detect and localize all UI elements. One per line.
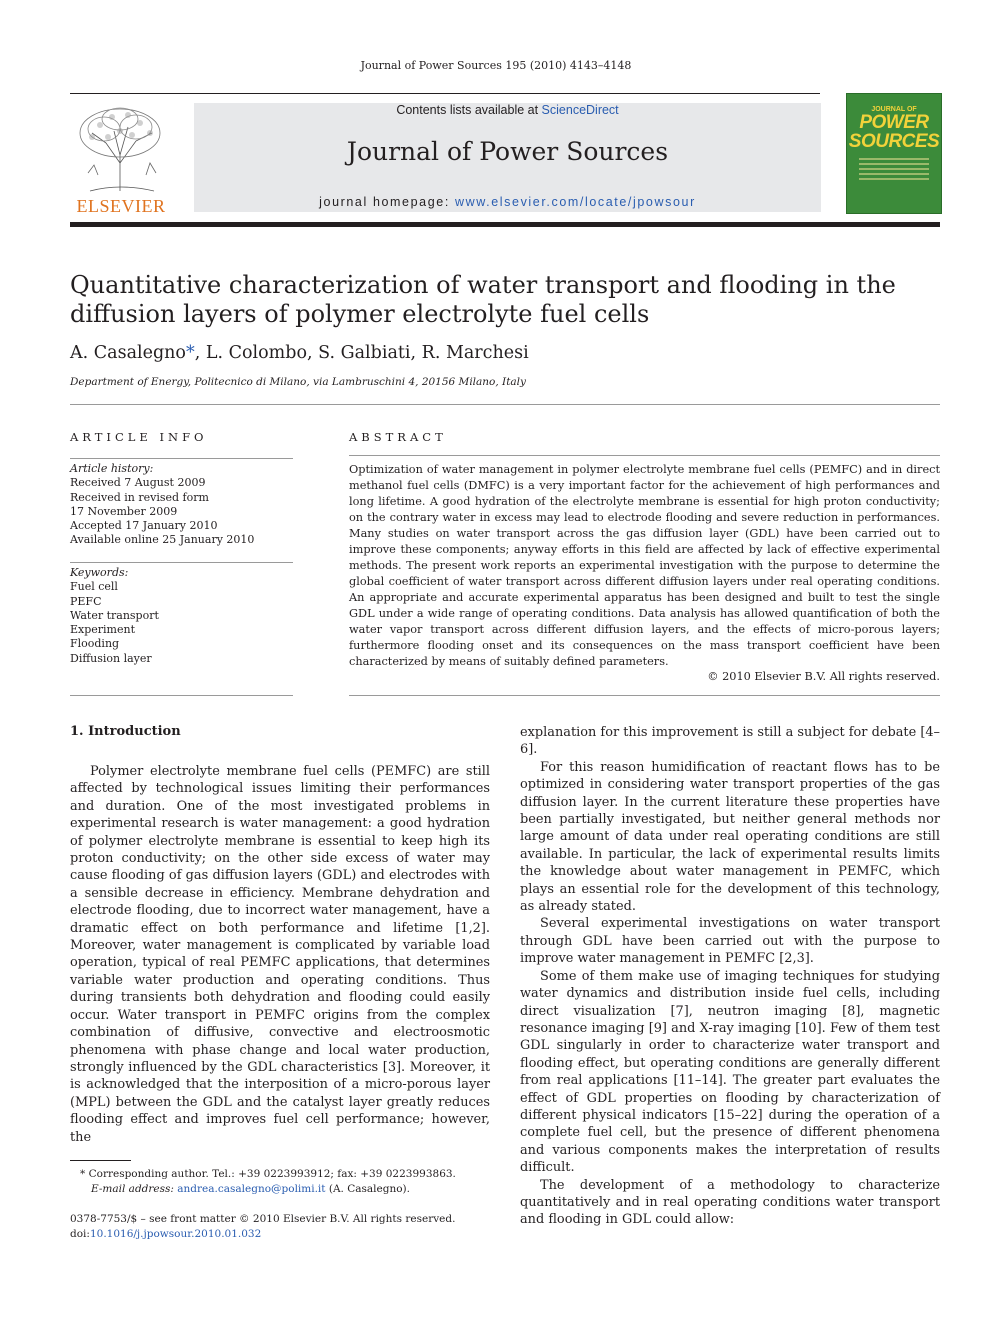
abstract-rule — [349, 455, 940, 456]
keyword-item: Experiment — [70, 623, 136, 637]
journal-reference: Journal of Power Sources 195 (2010) 4143–4148 — [360, 59, 632, 72]
keyword-item: Flooding — [70, 637, 120, 651]
abstract-heading: ABSTRACT — [349, 430, 447, 444]
title-divider — [70, 404, 940, 405]
sciencedirect-link[interactable]: ScienceDirect — [541, 103, 619, 117]
right-column — [520, 724, 940, 1229]
history-item: Received 7 August 2009 — [70, 476, 206, 490]
footnote — [70, 1167, 490, 1197]
body-paragraph: For this reason humidification of reactant flows has to be optimized in considering water transport properties of the gas diffusion layer. In the current literature these properties have been partially investigated, but neither general methods nor large amount of data under real operating conditions are still available. In particular, the lack of experimental results limits the knowledge about water management in PEMFC, which plays an essential role for the development of this technology, as already stated. — [520, 759, 940, 915]
keyword-item: Water transport — [70, 608, 159, 622]
journal-cover-thumbnail[interactable] — [846, 93, 942, 214]
left-column — [70, 763, 490, 1146]
history-item: Available online 25 January 2010 — [70, 533, 255, 547]
history-item: 17 November 2009 — [70, 504, 178, 518]
cover-text-lines — [859, 158, 929, 183]
homepage-link[interactable]: www.elsevier.com/locate/jpowsour — [454, 195, 696, 209]
abstract-bottom-rule — [349, 695, 940, 696]
copyright: © 2010 Elsevier B.V. All rights reserved. — [707, 670, 940, 683]
body-paragraph: The development of a methodology to characterize quantitatively and in real operating conditions water transport and flooding in GDL could allow: — [520, 1177, 940, 1228]
author-separator: , — [410, 343, 422, 363]
author-list — [70, 343, 529, 363]
keyword-item: PEFC — [70, 594, 102, 608]
abstract-text: Optimization of water management in polymer electrolyte membrane fuel cells (PEMFC) and in direct methanol fuel cells (DMFC) is a very important factor for the achievement of high performances and long lifetime. A good hydration of the electrolyte membrane is essential for high proton conductivity; on the contrary water in excess may lead to electrode flooding and severe reduction in performances. Many studies on water transport across the gas diffusion layer (GDL) have been carried out to improve these components; anyway efforts in this field are affected by lack of effective experimental methods. The present work reports an experimental investigation with the purpose to determine the global coefficient of water transport across different diffusion layers under real operating conditions. An appropriate and accurate experimental apparatus has been designed and built to test the single GDL under a wide range of operating conditions. Data analysis has allowed quantification of both the water vapor transport across different diffusion layers, and the effects of micro-porous layers; furthermore flooding onset and its consequences on the mass transport coefficient have been characterized by means of suitably defined parameters. — [349, 463, 940, 668]
author-name: L. Colombo — [205, 343, 307, 363]
cover-title-sources: SOURCES — [848, 131, 940, 152]
doi-line — [70, 1227, 490, 1242]
cover-title-power: POWER — [859, 112, 929, 133]
article-title: Quantitative characterization of water transport and flooding in the diffusion layers of polymer electrolyte fuel cells — [70, 271, 896, 328]
elsevier-logo[interactable] — [70, 103, 172, 215]
keyword-item: Diffusion layer — [70, 651, 152, 665]
elsevier-wordmark: ELSEVIER — [76, 196, 166, 216]
doi-prefix: doi: — [70, 1228, 90, 1240]
history-item: Accepted 17 January 2010 — [70, 519, 218, 533]
body-paragraph: Several experimental investigations on water transport through GDL have been carried out with the purpose to improve water management in PEMFC [2,3]. — [520, 916, 940, 967]
keyword-item: Fuel cell — [70, 580, 118, 594]
affiliation: Department of Energy, Politecnico di Milano, via Lambruschini 4, 20156 Milano, Italy — [70, 376, 526, 388]
homepage-label: journal homepage: — [319, 195, 455, 209]
contents-line — [194, 103, 821, 117]
corresponding-author-note: * Corresponding author. Tel.: +39 0223993912; fax: +39 0223993863. — [80, 1168, 456, 1180]
author-separator: , — [194, 343, 206, 363]
email-link[interactable]: andrea.casalegno@polimi.it — [177, 1183, 326, 1195]
article-info-bottom-rule — [70, 695, 293, 696]
corresponding-author-mark[interactable]: * — [185, 343, 195, 363]
issn-block — [70, 1212, 490, 1242]
history-item: Received in revised form — [70, 490, 209, 504]
email-line — [70, 1182, 490, 1197]
doi-link[interactable]: 10.1016/j.jpowsour.2010.01.032 — [89, 1228, 262, 1240]
body-paragraph: Polymer electrolyte membrane fuel cells (PEMFC) are still affected by technological issues limiting their performances and duration. One of the most investigated problems in experimental research is water management: a good hydration of polymer electrolyte membrane is essential to keep high its proton conductivity; on the other side excess of water may cause flooding of gas diffusion layers (GDL) and electrodes with a sensible decrease in efficiency. Membrane dehydration and electrode flooding, due to incorrect water management, have a dramatic effect on both performance and lifetime [1,2]. Moreover, water management is complicated by variable load operation, typical of real PEMFC applications, that determines variable water production and operating conditions. Thus during transients both dehydration and flooding could easily occur. Water transport in PEMFC origins from the complex combination of diffusive, convective and electroosmotic phenomena with phase change and local water production, strongly influenced by the GDL characteristics [3]. Moreover, it is acknowledged that the interposition of a micro-porous layer (MPL) between the GDL and the catalyst layer greatly reduces flooding effect and improves fuel cell performance; however, the — [70, 764, 490, 1145]
contents-prefix: Contents lists available at — [396, 103, 542, 117]
history-label: Article history: — [70, 462, 154, 475]
cover-title-top: JOURNAL OF — [871, 106, 917, 113]
author-separator: , — [307, 343, 319, 363]
issn-line: 0378-7753/$ – see front matter © 2010 Elsevier B.V. All rights reserved. — [70, 1213, 456, 1225]
body-paragraph: explanation for this improvement is still a subject for debate [4–6]. — [520, 725, 940, 758]
journal-homepage — [194, 195, 821, 209]
journal-name: Journal of Power Sources — [346, 137, 669, 166]
email-label: E-mail address: — [91, 1183, 178, 1195]
header-top-rule — [70, 93, 820, 94]
footnote-rule — [70, 1160, 131, 1161]
keywords — [70, 566, 293, 666]
header-thick-rule — [70, 222, 940, 227]
elsevier-tree-icon — [70, 103, 172, 195]
article-info-rule — [70, 458, 293, 459]
author-name: A. Casalegno — [70, 343, 186, 363]
author-name: R. Marchesi — [421, 343, 529, 363]
email-suffix: (A. Casalegno). — [325, 1183, 410, 1195]
body-paragraph: Some of them make use of imaging techniques for studying water dynamics and distribution inside fuel cells, including direct visualization [7], neutron imaging [8], magnetic resonance imaging [9] and X-ray imaging [10]. Few of them test GDL singularly in order to characterize water transport and flooding effect, but operating conditions are generally different from real applications [11–14]. The greater part evaluates the effect of GDL properties on flooding by characterization of different physical indicators [15–22] during the operation of a complete fuel cell, but the presence of different phenomena and various components makes the interpretation of results difficult. — [520, 968, 940, 1176]
article-history — [70, 462, 293, 548]
author-name: S. Galbiati — [318, 343, 411, 363]
cover-title — [847, 106, 941, 151]
article-info-heading: ARTICLE INFO — [70, 430, 208, 444]
keywords-rule — [70, 562, 293, 563]
keywords-label: Keywords: — [70, 566, 129, 579]
section-heading-introduction: 1. Introduction — [70, 724, 181, 739]
